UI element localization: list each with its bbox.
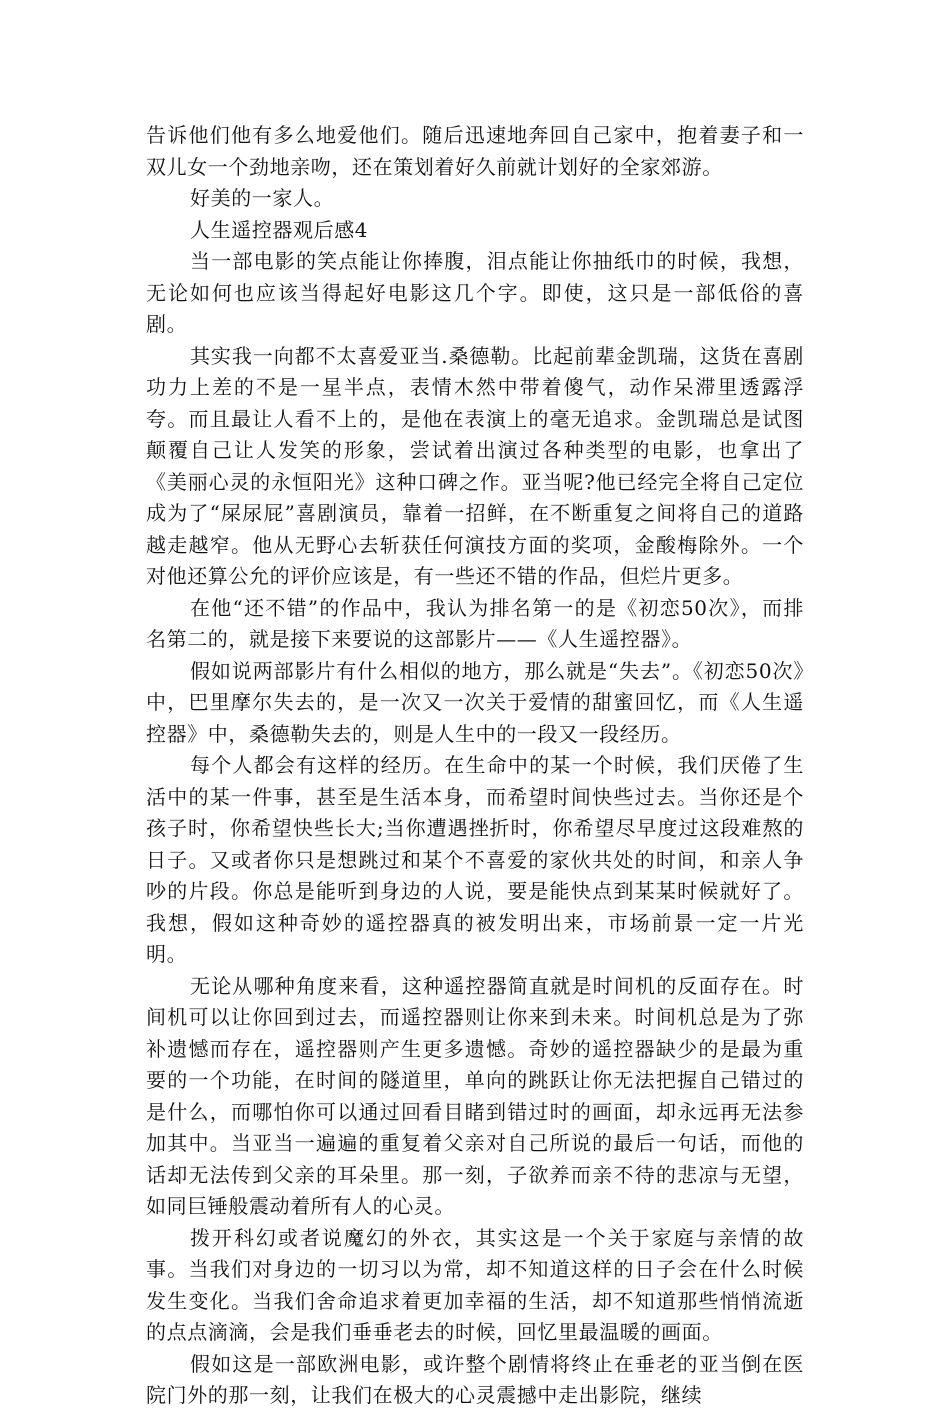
body-paragraph: 当一部电影的笑点能让你捧腹，泪点能让你抽纸巾的时候，我想，无论如何也应该当得起好电影这几个字。即使，这只是一部低俗的喜剧。 bbox=[146, 249, 804, 336]
body-paragraph: 每个人都会有这样的经历。在生命中的某一个时候，我们厌倦了生活中的某一件事，甚至是生活本身，而希望时间快些过去。当你还是个孩子时，你希望快些长大;当你遭遇挫折时，你希望尽早度过这段难熬的日子。又或者你只是想跳过和某个不喜爱的家伙共处的时间，和亲人争吵的片段。你总是能听到身边的人说，要是能快点到某某时候就好了。我想，假如这种奇妙的遥控器真的被发明出来，市场前景一定一片光明。 bbox=[146, 753, 804, 966]
body-paragraph: 无论从哪种角度来看，这种遥控器简直就是时间机的反面存在。时间机可以让你回到过去，而遥控器则让你来到未来。时间机总是为了弥补遗憾而存在，遥控器则产生更多遗憾。奇妙的遥控器缺少的是最为重要的一个功能，在时间的隧道里，单向的跳跃让你无法把握自己错过的是什么，而哪怕你可以通过回看目睹到错过时的画面，却永远再无法参加其中。当亚当一遍遍的重复着父亲对自己所说的最后一句话，而他的话却无法传到父亲的耳朵里。那一刻，子欲养而亲不待的悲凉与无望，如同巨锤般震动着所有人的心灵。 bbox=[146, 973, 804, 1218]
document-page bbox=[146, 120, 804, 1412]
body-paragraph: 假如说两部影片有什么相似的地方，那么就是“失去”。《初恋50次》中，巴里摩尔失去的，是一次又一次关于爱情的甜蜜回忆，而《人生遥控器》中，桑德勒失去的，则是人生中的一段又一段经历。 bbox=[146, 658, 804, 746]
body-paragraph: 其实我一向都不太喜爱亚当.桑德勒。比起前辈金凯瑞，这货在喜剧功力上差的不是一星半点，表情木然中带着傻气，动作呆滞里透露浮夸。而且最让人看不上的，是他在表演上的毫无追求。金凯瑞总是试图颠覆自己让人发笑的形象，尝试着出演过各种类型的电影，也拿出了《美丽心灵的永恒阳光》这种口碑之作。亚当呢?他已经完全将自己定位成为了“屎尿屁”喜剧演员，靠着一招鲜，在不断重复之间将自己的道路越走越窄。他从无野心去斩获任何演技方面的奖项，金酸梅除外。一个对他还算公允的评价应该是，有一些还不错的作品，但烂片更多。 bbox=[146, 343, 804, 588]
body-paragraph: 拨开科幻或者说魔幻的外衣，其实这是一个关于家庭与亲情的故事。当我们对身边的一切习以为常，却不知道这样的日子会在什么时候发生变化。当我们舍命追求着更加幸福的生活，却不知道那些悄悄流逝的点点滴滴，会是我们垂垂老去的时候，回忆里最温暖的画面。 bbox=[146, 1225, 804, 1344]
body-paragraph: 假如这是一部欧洲电影，或许整个剧情将终止在垂老的亚当倒在医院门外的那一刻，让我们在极大的心灵震撼中走出影院，继续 bbox=[146, 1351, 804, 1407]
section-heading: 人生遥控器观后感4 bbox=[190, 217, 369, 242]
body-paragraph: 在他“还不错”的作品中，我认为排名第一的是《初恋50次》，而排名第二的，就是接下来要说的这部影片——《人生遥控器》。 bbox=[146, 595, 804, 651]
body-paragraph: 好美的一家人。 bbox=[190, 186, 335, 210]
body-paragraph: 告诉他们他有多么地爱他们。随后迅速地奔回自己家中，抱着妻子和一双儿女一个劲地亲吻，还在策划着好久前就计划好的全家郊游。 bbox=[146, 123, 804, 179]
